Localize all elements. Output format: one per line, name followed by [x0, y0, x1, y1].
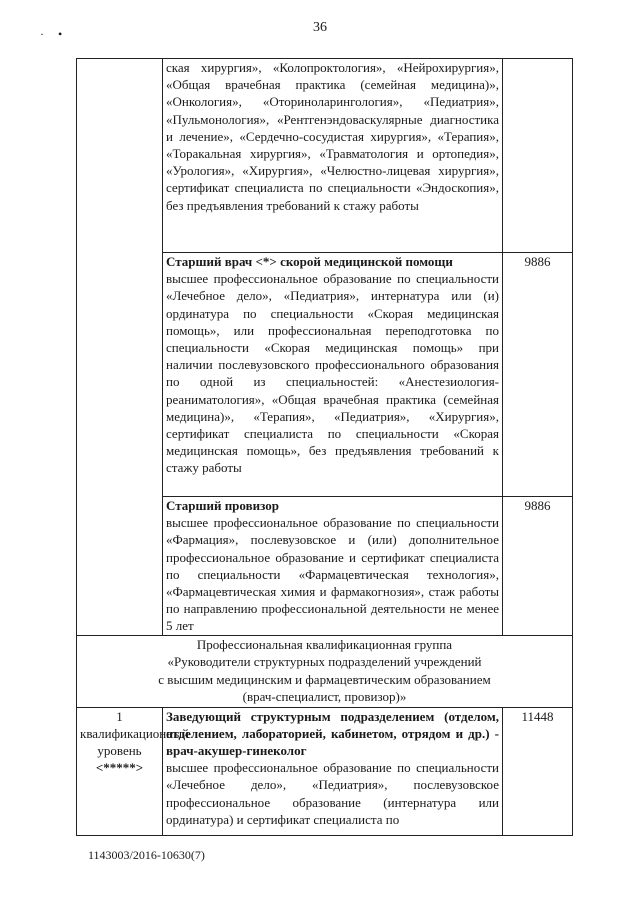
- level-cell: [77, 59, 163, 636]
- salary-value: 11448: [503, 707, 573, 835]
- position-title: Заведующий структурным подразделением (отделом, отделением, лабораторией, кабинетом, отрядом и др.) - врач-акушер-гинеколог: [166, 708, 499, 759]
- group-header-line: «Руководители структурных подразделений учреждений: [167, 654, 482, 670]
- salary-value: 9886: [503, 253, 573, 497]
- salary-cell: [503, 59, 573, 253]
- qualification-level: [77, 707, 189, 835]
- table-row: [77, 59, 573, 253]
- description-text: высшее профессиональное образование по специальности «Лечебное дело», «Педиатрия», интернатура или (и) ординатура по специальности «Скорая медицинская помощь», или профессиональная переподготовка по специальности «Скорая медицинская помощь» при наличии послевузовского профессионального образования по одной из специальностей: «Анестезиология-реаниматология», «Общая врачебная практика (семейная медицина)», «Терапия», «Педиатрия», «Хирургия», сертификат специалиста по специальности «Скорая медицинская помощь», без предъявления требований к стажу работы: [166, 271, 499, 476]
- document-code: 1143003/2016-10630(7): [88, 848, 205, 862]
- position-title: Старший врач <*> скорой медицинской помощи: [166, 254, 453, 269]
- description-text: высшее профессиональное образование по специальности «Фармация», послевузовское и (или) дополнительное профессиональное образование и сертификат специалиста по специальности «Фармацевтическая технология», «Фармацевтическая химия и фармакогнозия», стаж работы по направлению профессиональной деятельности не менее 5 лет: [166, 515, 499, 634]
- group-header-line: Профессиональная квалификационная группа: [196, 636, 453, 652]
- position-description: [163, 497, 503, 636]
- qualification-group-header: [77, 635, 573, 707]
- description-text: ская хирургия», «Колопроктология», «Нейрохирургия», «Общая врачебная практика (семейная медицина)», «Онкология», «Оториноларингология», «Педиатрия», «Пульмонология», «Рентгенэндоваскулярные диагностика и лечение», «Сердечно-сосудистая хирургия», «Терапия», «Торакальная хирургия», «Травматология и ортопедия», «Урология», «Хирургия», «Челюстно-лицевая хирургия», сертификат специалиста по специальности «Эндоскопия», без предъявления требований к стажу работы: [166, 60, 499, 213]
- scan-specks: ·•: [40, 27, 77, 41]
- position-description: [163, 253, 503, 497]
- description-text: высшее профессиональное образование по специальности «Лечебное дело», «Педиатрия», послевузовское профессиональное образование (интернатура или ординатура) и сертификат специалиста по: [166, 760, 499, 827]
- level-label: 1 квалификационный уровень: [80, 708, 189, 759]
- group-header-line: с высшим медицинским и фармацевтическим образованием: [158, 671, 491, 687]
- position-description: [163, 707, 503, 835]
- page-number: 36: [313, 20, 327, 35]
- salary-table: [76, 58, 573, 836]
- position-title: Старший провизор: [166, 498, 279, 513]
- table-row: [77, 707, 573, 835]
- group-header-row: [77, 635, 573, 707]
- salary-value: 9886: [503, 497, 573, 636]
- position-description: [163, 59, 503, 253]
- level-marker: <*****>: [95, 760, 144, 776]
- group-header-line: (врач-специалист, провизор)»: [242, 689, 407, 705]
